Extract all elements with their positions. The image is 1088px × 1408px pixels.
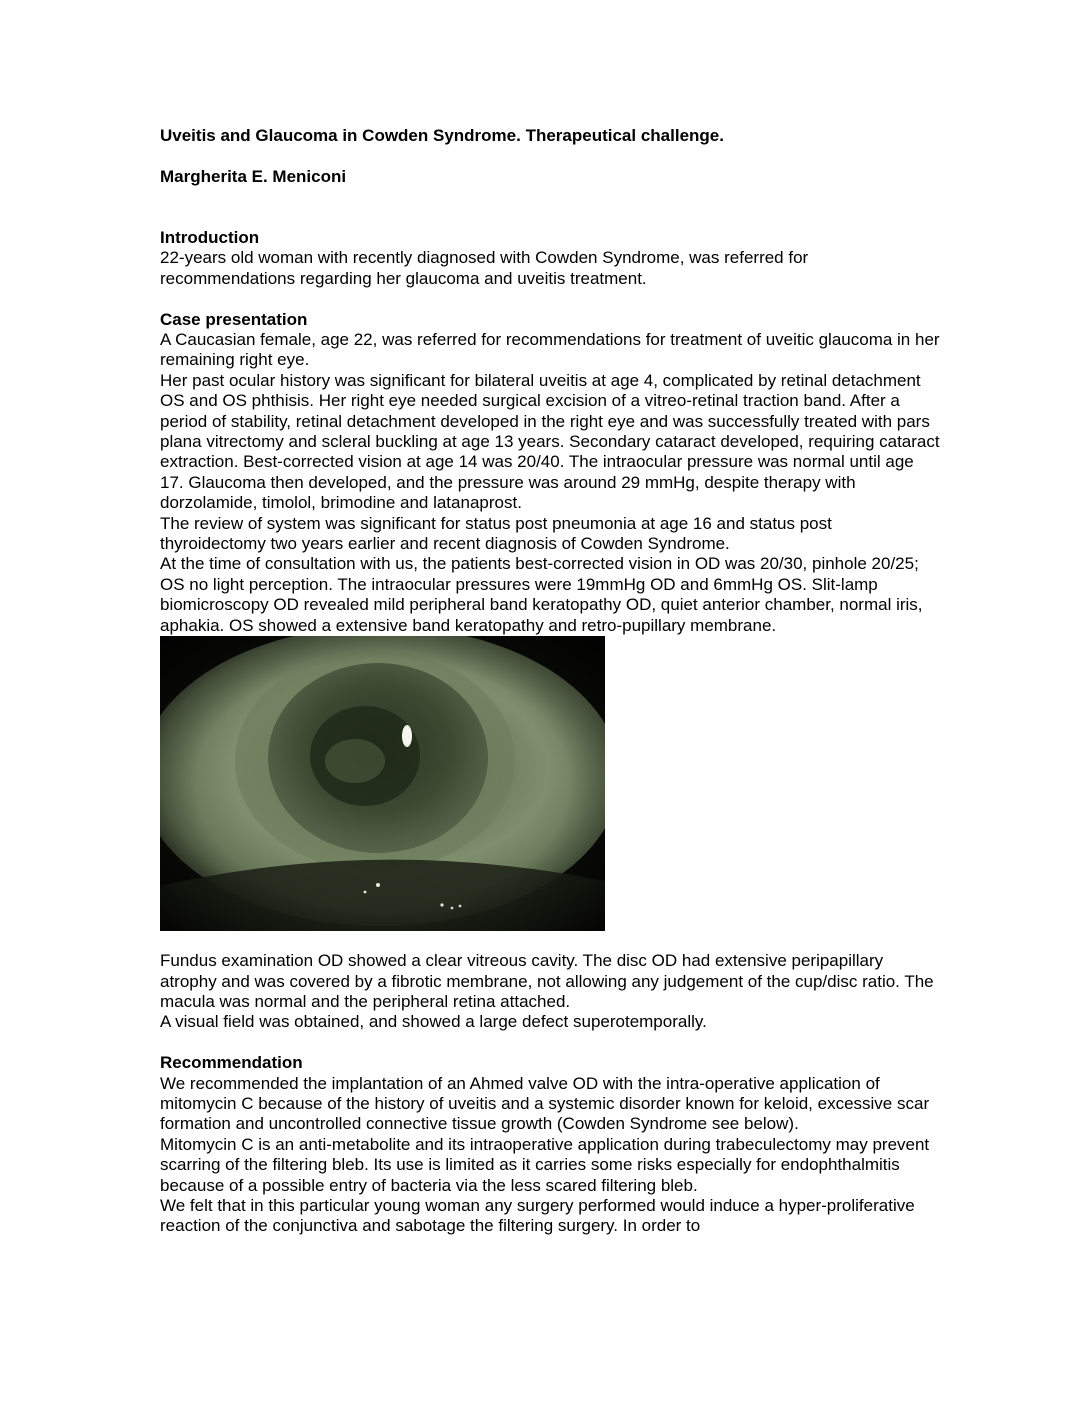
visual-field-paragraph: A visual field was obtained, and showed a large defect superotemporally. — [160, 1012, 707, 1032]
eye-photograph — [160, 636, 605, 931]
section-heading-introduction: Introduction — [160, 228, 260, 247]
introduction-paragraph: 22-years old woman with recently diagnosed with Cowden Syndrome, was referred for recommendations regarding her glaucoma and uveitis treatment. — [160, 248, 809, 288]
author-name: Margherita E. Meniconi — [160, 166, 347, 186]
section-heading-recommendation: Recommendation — [160, 1053, 303, 1073]
case-paragraph: The review of system was significant for status post pneumonia at age 16 and status post thyroidectomy two years earlier and recent diagnosis of Cowden Syndrome. — [160, 513, 832, 554]
recommendation-paragraph: Mitomycin C is an anti-metabolite and its intraoperative application during trabeculectomy may prevent scarring of the filtering bleb. Its use is limited as it carries some risks especially for endophthalmitis because of a possible entry of bacteria via the less scared filtering bleb. — [160, 1134, 930, 1195]
section-heading-case-presentation: Case presentation — [160, 309, 308, 329]
case-paragraph: Her past ocular history was significant for bilateral uveitis at age 4, complicated by retinal detachment OS and OS phthisis. Her right eye needed surgical excision of a vitreo-retinal traction band. After a period of stability, retinal detachment developed in the right eye and was successfully treated with pars plana vitrectomy and scleral buckling at age 13 years. Secondary cataract developed, requiring cataract extraction. Best-corrected vision at age 14 was 20/40. The intraocular pressure was normal until age 17. Glaucoma then developed, and the pressure was around 29 mmHg, despite therapy with dorzolamide, timolol, brimodine and latanaprost. — [160, 370, 940, 513]
document-page — [160, 126, 940, 1237]
recommendation-paragraph: We felt that in this particular young woman any surgery performed would induce a hyper-proliferative reaction of the conjunctiva and sabotage the filtering surgery. In order to — [160, 1195, 915, 1236]
fundus-paragraph: Fundus examination OD showed a clear vitreous cavity. The disc OD had extensive peripapillary atrophy and was covered by a fibrotic membrane, not allowing any judgement of the cup/disc ratio. The macula was normal and the peripheral retina attached. — [160, 951, 934, 1011]
eye-photograph-graphic — [160, 636, 605, 931]
recommendation-paragraph: We recommended the implantation of an Ahmed valve OD with the intra-operative application of mitomycin C because of the history of uveitis and a systemic disorder known for keloid, excessive scar formation and uncontrolled connective tissue growth (Cowden Syndrome see below). — [160, 1073, 930, 1134]
document-title: Uveitis and Glaucoma in Cowden Syndrome. Therapeutical challenge. — [160, 126, 724, 145]
case-paragraph: At the time of consultation with us, the patients best-corrected vision in OD was 20/30, pinhole 20/25; OS no light perception. The intraocular pressures were 19mmHg OD and 6mmHg OS. Slit-lamp biomicroscopy OD revealed mild peripheral band keratopathy OD, quiet anterior chamber, normal iris, aphakia. OS showed a extensive band keratopathy and retro-pupillary membrane. — [160, 554, 923, 635]
case-paragraph: A Caucasian female, age 22, was referred for recommendations for treatment of uveitic glaucoma in her remaining right eye. — [160, 330, 940, 370]
